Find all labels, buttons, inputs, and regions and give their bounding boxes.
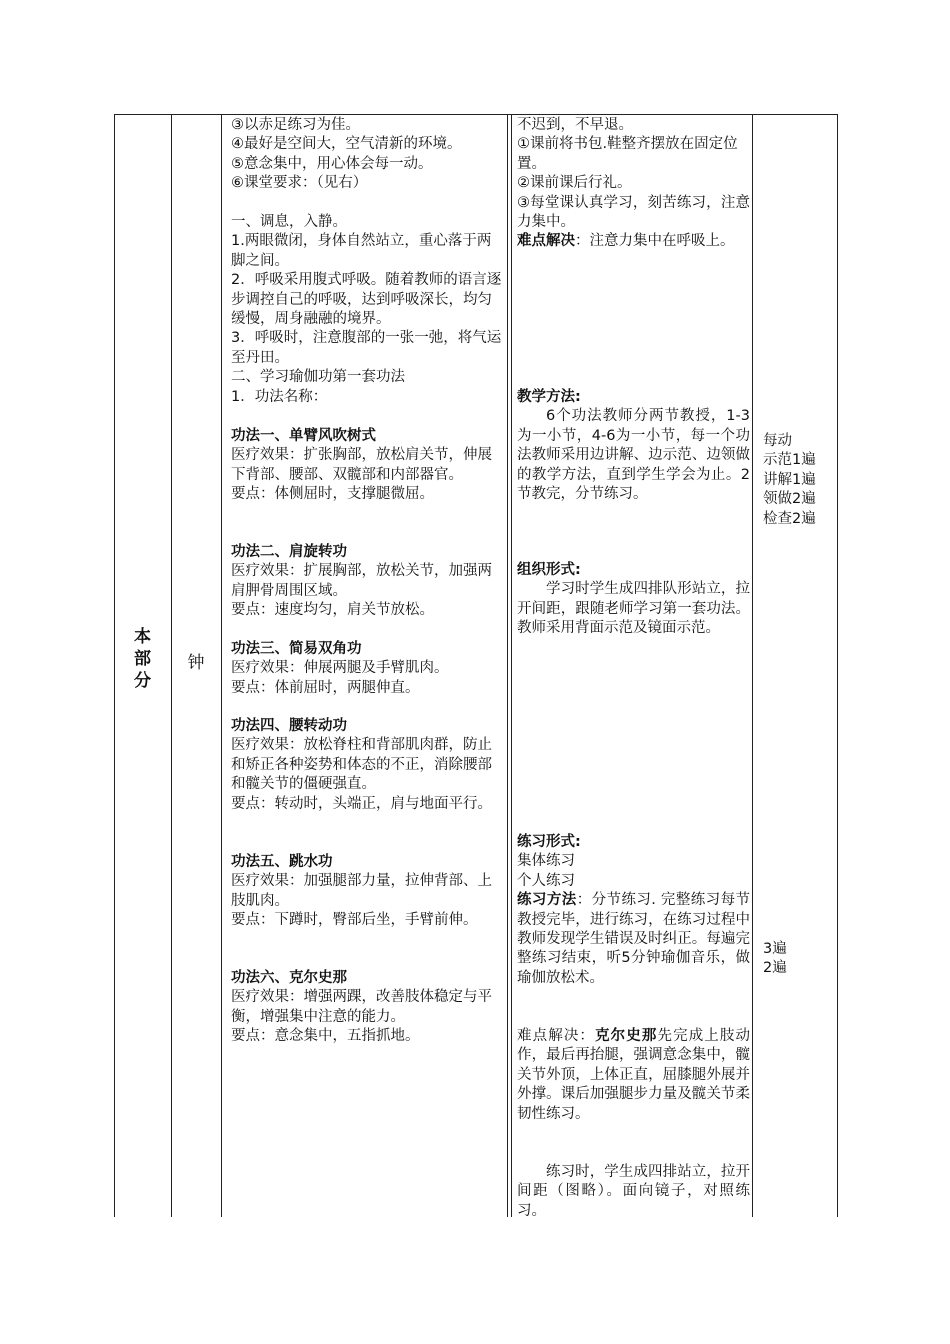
practice-title: 练习形式: — [517, 834, 581, 850]
difficulty-2-prefix: 难点解决： — [517, 1028, 596, 1044]
teaching-method-title: 教学方法: — [517, 389, 581, 405]
difficulty-1 — [517, 232, 750, 251]
content-column — [231, 114, 504, 1217]
method-effect: 医疗效果：扩展胸部，放松关节，加强两肩胛骨周围区域。 — [231, 563, 492, 599]
requirement-line: ①课前将书包.鞋整齐摆放在固定位置。 — [517, 136, 738, 172]
difficulty-2-bold: 克尔史那 — [595, 1028, 658, 1044]
method-4 — [231, 717, 504, 814]
part1-item: 2．呼吸采用腹式呼吸。随着教师的语言逐步调控自己的呼吸，达到呼吸深长，均匀缓慢，周身融融的境界。 — [231, 272, 502, 328]
section-label: 本 部 分 — [134, 627, 151, 691]
lesson-plan-table — [114, 114, 838, 1217]
requirements-block — [517, 116, 750, 252]
practice-method-text: ：分节练习. 完整练习每节教授完毕，进行练习，在练习过程中教师发现学生错误及时纠正。每遍完整练习结束，听5分钟瑜伽音乐，做瑜伽放松术。 — [517, 892, 751, 986]
teaching-method-block — [517, 388, 750, 504]
practice-block — [517, 833, 750, 988]
method-effect: 医疗效果：加强腿部力量，拉伸背部、上肢肌肉。 — [231, 873, 492, 909]
closing-text: 练习时，学生成四排站立，拉开间距（图略）。面向镜子，对照练习。 — [517, 1164, 750, 1219]
load-line: 讲解1遍 — [763, 471, 816, 488]
part1-item: 3．呼吸时，注意腹部的一张一弛，将气运至丹田。 — [231, 330, 502, 366]
difficulty-1-label: 难点解决 — [517, 233, 575, 250]
load-line: 3遍 — [763, 941, 787, 957]
method-point: 要点：转动时，头端正，肩与地面平行。 — [231, 795, 492, 812]
method-name: 功法一、单臂风吹树式 — [231, 428, 376, 444]
load-block-1 — [763, 432, 837, 529]
intro-line: ③以赤足练习为佳。 — [231, 117, 360, 133]
method-point: 要点：体侧屈时，支撑腿微屈。 — [231, 486, 434, 503]
load-line: 2遍 — [763, 960, 787, 977]
load-line: 检查2遍 — [763, 510, 816, 527]
method-2 — [231, 543, 504, 621]
difficulty-2-block — [517, 1027, 750, 1124]
column-divider-2 — [221, 114, 222, 1217]
table-border-right — [837, 114, 838, 1217]
method-point: 要点：意念集中，五指抓地。 — [231, 1028, 420, 1045]
load-line: 示范1遍 — [763, 452, 816, 469]
difficulty-1-text: ：注意力集中在呼吸上。 — [575, 233, 735, 250]
part2-title: 二、学习瑜伽功第一套功法 — [231, 369, 405, 386]
requirement-line: 不迟到，不早退。 — [517, 117, 633, 133]
time-column — [172, 114, 220, 1217]
load-column — [763, 114, 837, 1217]
column-divider-4 — [752, 114, 753, 1217]
difficulty-2 — [517, 1027, 750, 1124]
intro-line: ④最好是空间大，空气清新的环境。 — [231, 136, 462, 153]
organization-form-block — [517, 561, 750, 639]
intro-line: ⑥课堂要求：（见右） — [231, 175, 368, 192]
method-point: 要点：下蹲时，臀部后坐，手臂前伸。 — [231, 912, 478, 929]
closing-block — [517, 1163, 750, 1221]
method-name: 功法三、简易双角功 — [231, 641, 362, 657]
organization-form-title: 组织形式: — [517, 562, 581, 578]
practice-method-label: 练习方法 — [517, 892, 577, 909]
organization-column — [517, 114, 750, 1217]
practice-item: 个人练习 — [517, 872, 575, 889]
time-unit-label: 钟 — [187, 653, 205, 673]
method-effect: 医疗效果：扩张胸部，放松肩关节，伸展下背部、腰部、双髋部和内部器官。 — [231, 447, 492, 483]
teaching-method-text: 6个功法教师分两节教授，1-3为一小节，4-6为一小节，每一个功法教师采用边讲解、边示范、边领做的教学方法，直到学生学会为止。2节教完，分节练习。 — [517, 408, 750, 503]
load-block-2 — [763, 940, 837, 979]
difficulty-2-text: 先完成上肢动作，最后再抬腿，强调意念集中，髋关节外顶，上体正直，屈膝腿外展并外撑。课后加强腿步力量及髋关节柔韧性练习。 — [517, 1028, 751, 1122]
method-effect: 医疗效果：增强两踝，改善肢体稳定与平衡，增强集中注意的能力。 — [231, 989, 492, 1025]
intro-block — [231, 116, 504, 407]
method-name: 功法四、腰转动功 — [231, 718, 347, 734]
load-line: 每动 — [763, 433, 792, 449]
method-1 — [231, 427, 504, 505]
method-6 — [231, 969, 504, 1047]
method-point: 要点：速度均匀，肩关节放松。 — [231, 602, 434, 619]
method-5 — [231, 853, 504, 931]
method-point: 要点：体前屈时，两腿伸直。 — [231, 679, 420, 696]
requirement-line: ③每堂课认真学习，刻苦练习，注意力集中。 — [517, 194, 750, 231]
requirement-line: ②课前课后行礼。 — [517, 175, 632, 192]
practice-method — [517, 891, 750, 988]
practice-item: 集体练习 — [517, 853, 575, 870]
column-divider-3 — [507, 114, 512, 1217]
part2-subtitle: 1．功法名称： — [231, 388, 328, 405]
section-column — [114, 114, 171, 1217]
part1-item: 1.两眼微闭，身体自然站立，重心落于两脚之间。 — [231, 233, 492, 269]
method-name: 功法二、肩旋转功 — [231, 544, 347, 560]
organization-form-text: 学习时学生成四排队形站立，拉开间距，跟随老师学习第一套功法。教师采用背面示范及镜面示范。 — [517, 581, 750, 637]
intro-line: ⑤意念集中，用心体会每一动。 — [231, 155, 433, 172]
method-effect: 医疗效果：伸展两腿及手臂肌肉。 — [231, 660, 449, 677]
method-name: 功法五、跳水功 — [231, 854, 333, 870]
method-name: 功法六、克尔史那 — [231, 970, 347, 986]
method-3 — [231, 640, 504, 698]
load-line: 领做2遍 — [763, 491, 816, 508]
method-effect: 医疗效果：放松脊柱和背部肌肉群，防止和矫正各种姿势和体态的不正，消除腰部和髋关节的僵硬强直。 — [231, 737, 492, 793]
part1-title: 一、调息，入静。 — [231, 214, 347, 231]
